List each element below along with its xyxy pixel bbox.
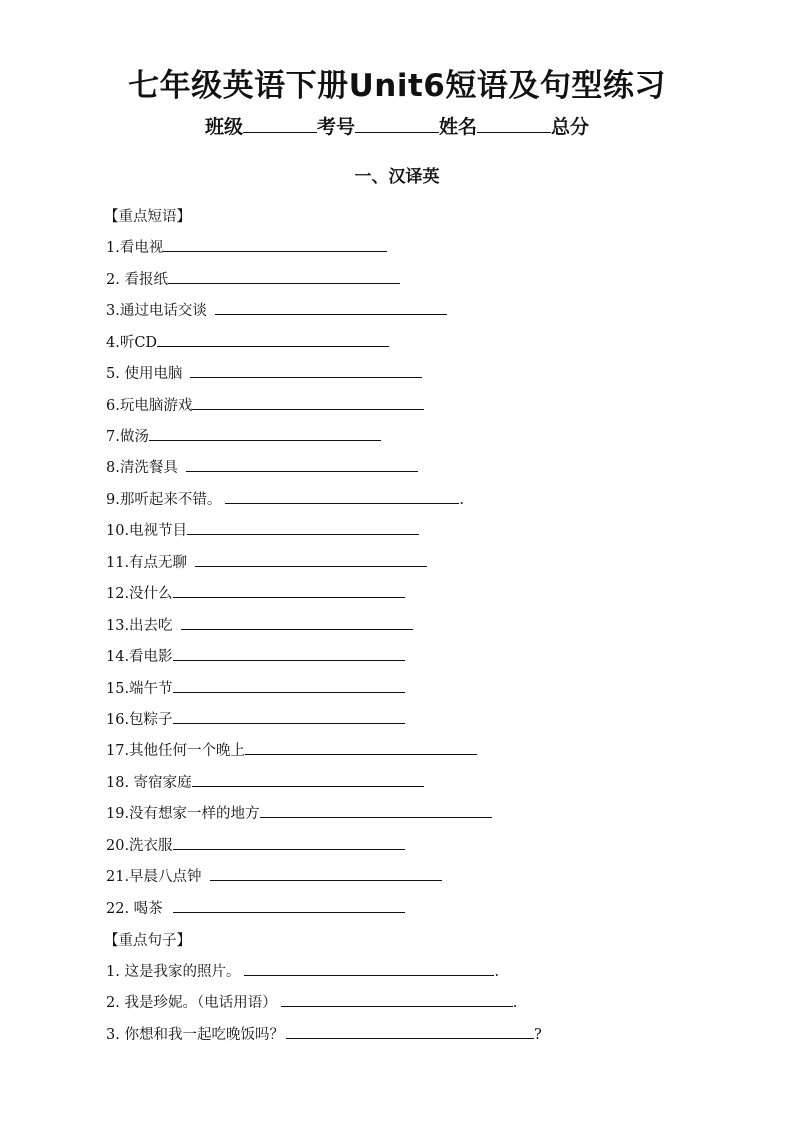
phrase-item — [106, 425, 381, 447]
sentence-item — [106, 960, 499, 982]
phrase-item — [106, 897, 405, 919]
sentence-item — [106, 1023, 542, 1045]
answer-blank[interactable] — [260, 816, 492, 818]
phrase-prompt: 20.洗衣服 — [106, 838, 173, 854]
phrase-item — [106, 645, 405, 667]
phrases-heading: 【重点短语】 — [104, 209, 191, 225]
answer-blank[interactable] — [173, 911, 405, 913]
phrase-item — [106, 456, 418, 478]
answer-blank[interactable] — [245, 753, 477, 755]
phrase-item — [106, 614, 413, 636]
answer-blank[interactable] — [181, 628, 413, 630]
phrase-prompt: 19.没有想家一样的地方 — [106, 806, 260, 822]
phrase-prompt: 1.看电视 — [106, 240, 164, 256]
phrase-prompt: 7.做汤 — [106, 429, 149, 445]
end-punctuation: . — [494, 964, 500, 980]
field-class-label: 班级 — [204, 116, 243, 138]
field-exam-number-blank[interactable] — [355, 131, 439, 133]
answer-blank[interactable] — [281, 1005, 513, 1007]
phrase-prompt: 14.看电影 — [106, 649, 173, 665]
page-title: 七年级英语下册Unit6短语及句型练习 — [128, 68, 666, 104]
phrase-item — [106, 802, 492, 824]
answer-blank[interactable] — [168, 282, 400, 284]
phrase-prompt: 6.玩电脑游戏 — [106, 398, 193, 414]
end-punctuation: ? — [533, 1027, 542, 1043]
phrase-prompt: 18. 寄宿家庭 — [106, 775, 192, 791]
phrase-prompt: 22. 喝茶 — [106, 901, 163, 917]
phrase-item — [106, 708, 405, 730]
section-title: 一、汉译英 — [354, 167, 440, 187]
answer-blank[interactable] — [210, 879, 442, 881]
answer-blank[interactable] — [187, 533, 419, 535]
answer-blank[interactable] — [173, 659, 405, 661]
phrase-item — [106, 582, 405, 604]
answer-blank[interactable] — [244, 974, 494, 976]
phrase-item — [106, 362, 422, 384]
phrase-item — [106, 551, 427, 573]
answer-blank[interactable] — [173, 691, 405, 693]
answer-blank[interactable] — [173, 596, 405, 598]
answer-blank[interactable] — [192, 408, 424, 410]
answer-blank[interactable] — [173, 848, 405, 850]
phrase-item — [106, 834, 405, 856]
phrase-item — [106, 394, 424, 416]
answer-blank[interactable] — [163, 250, 387, 252]
answer-blank[interactable] — [190, 376, 422, 378]
field-class-blank[interactable] — [243, 131, 317, 133]
phrase-prompt: 12.没什么 — [106, 586, 173, 602]
answer-blank[interactable] — [192, 785, 424, 787]
answer-blank[interactable] — [225, 502, 459, 504]
phrase-prompt: 8.清洗餐具 — [106, 460, 178, 476]
phrase-prompt: 13.出去吃 — [106, 618, 173, 634]
answer-blank[interactable] — [157, 345, 389, 347]
phrase-prompt: 17.其他任何一个晚上 — [106, 743, 246, 759]
phrase-prompt: 10.电视节目 — [106, 523, 188, 539]
phrase-item — [106, 677, 405, 699]
answer-blank[interactable] — [173, 722, 405, 724]
phrase-prompt: 16.包粽子 — [106, 712, 173, 728]
answer-blank[interactable] — [186, 470, 418, 472]
answer-blank[interactable] — [195, 565, 427, 567]
phrase-prompt: 5. 使用电脑 — [106, 366, 183, 382]
sentence-prompt: 1. 这是我家的照片。 — [106, 964, 241, 980]
sentence-prompt: 3. 你想和我一起吃晚饭吗？ — [106, 1027, 284, 1043]
phrase-item — [106, 268, 400, 290]
field-exam-number-label: 考号 — [316, 116, 355, 138]
phrase-prompt: 21.早晨八点钟 — [106, 869, 202, 885]
answer-blank[interactable] — [215, 313, 447, 315]
phrase-item — [106, 519, 419, 541]
sentence-item — [106, 991, 517, 1013]
phrase-item — [106, 488, 464, 510]
student-info-line — [0, 112, 794, 139]
phrase-item — [106, 865, 442, 887]
phrase-prompt: 4.听CD — [106, 335, 158, 351]
phrase-item — [106, 236, 387, 258]
field-name-label: 姓名 — [439, 116, 478, 138]
field-total-score-label: 总分 — [551, 116, 590, 138]
phrase-prompt: 3.通过电话交谈 — [106, 303, 207, 319]
sentences-heading: 【重点句子】 — [104, 933, 191, 949]
phrase-prompt: 11.有点无聊 — [106, 555, 188, 571]
phrase-prompt: 2. 看报纸 — [106, 272, 168, 288]
answer-blank[interactable] — [286, 1037, 534, 1039]
phrase-item — [106, 299, 447, 321]
sentence-prompt: 2. 我是珍妮。（电话用语） — [106, 995, 277, 1011]
end-punctuation: . — [512, 995, 518, 1011]
end-punctuation: . — [459, 492, 464, 508]
phrase-item — [106, 771, 424, 793]
answer-blank[interactable] — [149, 439, 381, 441]
phrase-item — [106, 739, 477, 761]
phrase-item — [106, 331, 389, 353]
field-name-blank[interactable] — [477, 131, 551, 133]
phrase-prompt: 9.那听起来不错。 — [106, 492, 222, 508]
phrase-prompt: 15.端午节 — [106, 681, 173, 697]
